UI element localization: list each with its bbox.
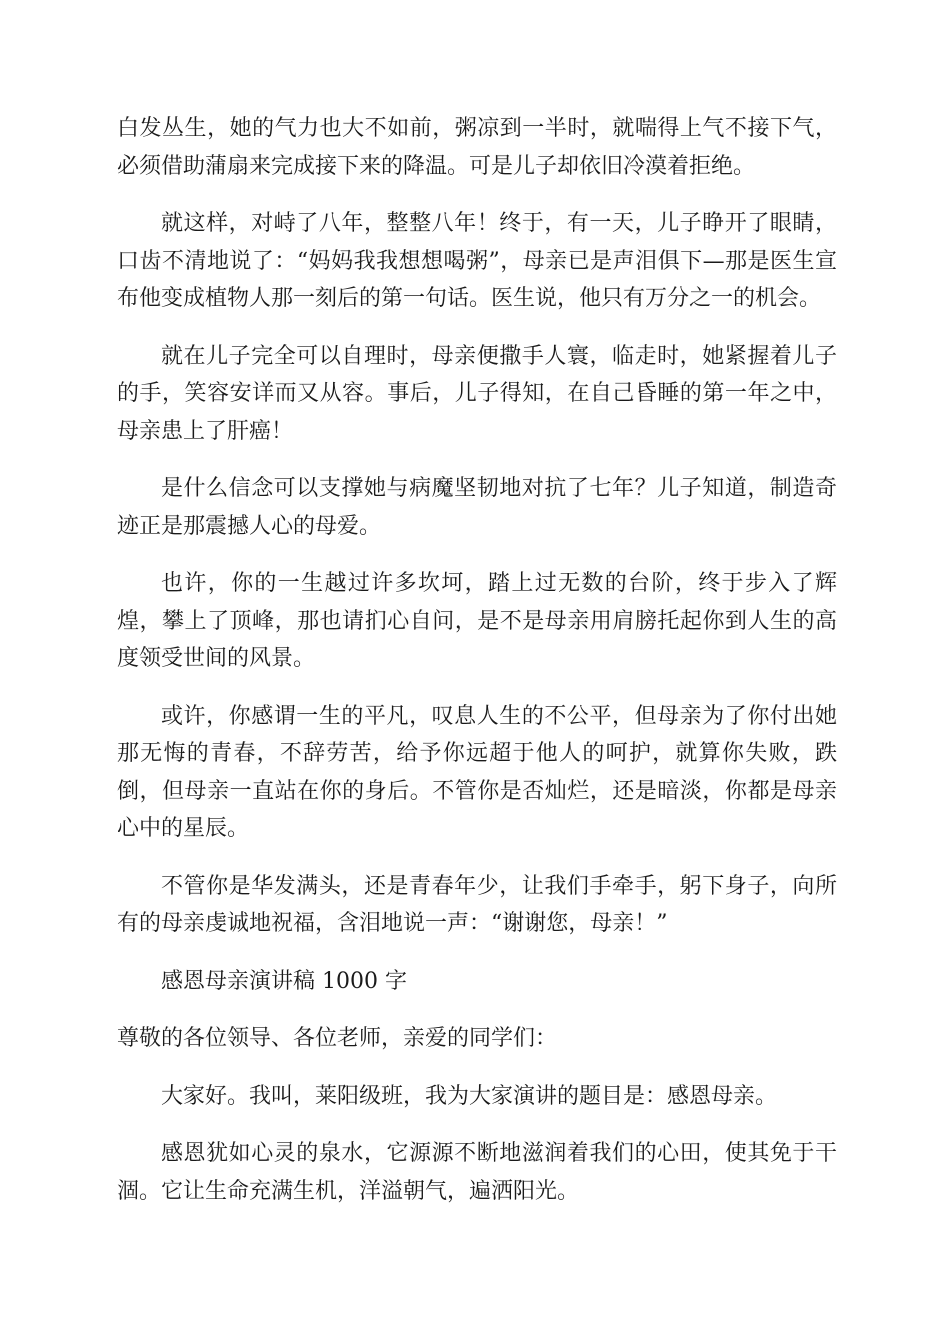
paragraph-7: 不管你是华发满头，还是青春年少，让我们手牵手，躬下身子，向所有的母亲虔诚地祝福，含泪地说一声：“谢谢您，母亲！” bbox=[117, 873, 837, 936]
paragraph-6: 或许，你感谓一生的平凡，叹息人生的不公平，但母亲为了你付出她那无悔的青春，不辞劳苦，给予你远超于他人的呵护，就算你失败，跌倒，但母亲一直站在你的身后。不管你是否灿烂，还是暗淡，你都是母亲心中的星辰。 bbox=[117, 703, 837, 841]
paragraph-2: 就这样，对峙了八年，整整八年！终于，有一天，儿子睁开了眼睛，口齿不清地说了：“妈妈我我想想喝粥”，母亲已是声泪俱下—那是医生宣布他变成植物人那一刻后的第一句话。医生说，他只有万分之一的机会。 bbox=[117, 211, 837, 311]
paragraph-greeting: 大家好。我叫，莱阳级班，我为大家演讲的题目是：感恩母亲。 bbox=[161, 1083, 778, 1109]
paragraph-3: 就在儿子完全可以自理时，母亲便撒手人寰，临走时，她紧握着儿子的手，笑容安详而又从容。事后，儿子得知，在自己昏睡的第一年之中，母亲患上了肝癌！ bbox=[117, 343, 837, 444]
paragraph-4: 是什么信念可以支撑她与病魔坚韧地对抗了七年？儿子知道，制造奇迹正是那震撼人心的母爱。 bbox=[117, 476, 837, 539]
salutation: 尊敬的各位领导、各位老师，亲爱的同学们： bbox=[117, 1026, 558, 1051]
document-page bbox=[117, 110, 837, 1230]
paragraph-1: 白发丛生，她的气力也大不如前，粥凉到一半时，就喘得上气不接下气，必须借助蒲扇来完成接下来的降温。可是儿子却依旧冷漠着拒绝。 bbox=[117, 116, 837, 179]
paragraph-5: 也许，你的一生越过许多坎坷，踏上过无数的台阶，终于步入了辉煌，攀上了顶峰，那也请扪心自问，是不是母亲用肩膀托起你到人生的高度领受世间的风景。 bbox=[117, 571, 837, 671]
paragraph-gratitude: 感恩犹如心灵的泉水，它源源不断地滋润着我们的心田，使其免于干涸。它让生命充满生机，洋溢朝气，遍洒阳光。 bbox=[117, 1141, 837, 1204]
section-heading: 感恩母亲演讲稿 1000 字 bbox=[161, 968, 407, 994]
